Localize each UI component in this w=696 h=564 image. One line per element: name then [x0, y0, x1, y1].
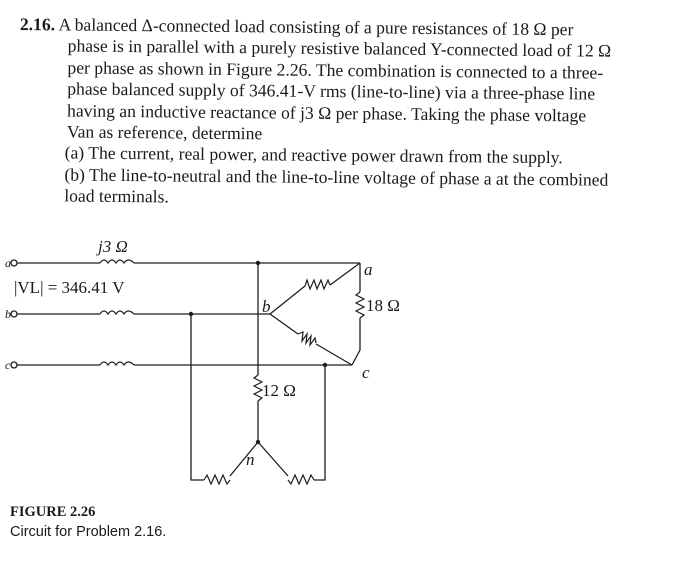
wye-b-drop	[191, 314, 204, 480]
terminal-a-label: a	[5, 256, 11, 270]
part-a-text: (a) The current, real power, and reactive power drawn from the supply.	[64, 142, 563, 168]
terminal-c-label: c	[5, 358, 11, 372]
delta-bc-to-c	[316, 344, 352, 365]
terminal-b-circle	[11, 311, 17, 317]
wye-resistor-c	[288, 475, 314, 484]
terminal-b-label: b	[5, 307, 11, 321]
part-b-line-1: (b) The line-to-neutral and the line-to-line voltage of phase a at the combined	[64, 164, 609, 190]
node-b-label: b	[262, 297, 271, 316]
node-c-label: c	[362, 363, 370, 382]
part-b-line-2: load terminals.	[64, 185, 169, 207]
node-a-label: a	[364, 260, 373, 279]
problem-paragraph	[19, 14, 656, 149]
delta-resistor-ac	[356, 292, 364, 318]
delta-resistor-to-c	[352, 318, 360, 365]
problem-number: 2.16.	[19, 14, 56, 35]
delta-b-to-c	[270, 314, 298, 334]
wye-resistor-b	[204, 475, 230, 484]
voltage-label: |VL| = 346.41 V	[14, 278, 125, 297]
line-reactance-label: j3 Ω	[98, 237, 128, 256]
problem-line-4: phase balanced supply of 346.41-V rms (line-to-line) via a three-phase line	[67, 78, 596, 104]
junction-c	[323, 363, 327, 367]
circuit-svg	[0, 230, 420, 500]
problem-line-1: A balanced Δ-connected load consisting of a pure resistances of 18 Ω per	[58, 14, 574, 40]
problem-line-2: phase is in parallel with a purely resistive balanced Y-connected load of 12 Ω	[67, 35, 612, 62]
wye-c-drop	[314, 365, 325, 480]
figure-caption-title: Circuit for Problem 2.16.	[10, 524, 167, 540]
wye-resistor-a	[254, 375, 262, 401]
delta-ab-to-b	[270, 286, 305, 314]
problem-line-3: per phase as shown in Figure 2.26. The combination is connected to a three-	[67, 57, 604, 83]
junction-n	[256, 440, 260, 444]
problem-2-16	[18, 14, 656, 213]
line-c-inductor	[100, 362, 134, 365]
delta-resistor-bc	[298, 332, 316, 345]
figure-caption-label: FIGURE 2.26	[10, 504, 96, 520]
figure-caption	[10, 502, 166, 542]
node-n-label: n	[246, 450, 255, 469]
problem-parts	[18, 142, 655, 212]
problem-line-5: having an inductive reactance of j3 Ω per phase. Taking the phase voltage	[66, 100, 587, 126]
wye-resistance-label: 12 Ω	[262, 381, 296, 400]
terminal-c-circle	[11, 362, 17, 368]
delta-resistance-label: 18 Ω	[366, 296, 400, 315]
circuit-diagram	[0, 230, 420, 500]
line-a-inductor	[100, 260, 134, 263]
terminal-a-circle	[11, 260, 17, 266]
junction-a	[256, 261, 260, 265]
delta-resistor-ab	[305, 280, 330, 289]
line-b-inductor	[100, 311, 134, 314]
junction-b	[189, 312, 193, 316]
delta-a-to-b	[330, 263, 360, 285]
part-b	[64, 164, 654, 212]
problem-line-6: Van as reference, determine	[66, 121, 263, 144]
wye-c-to-n	[258, 442, 288, 476]
